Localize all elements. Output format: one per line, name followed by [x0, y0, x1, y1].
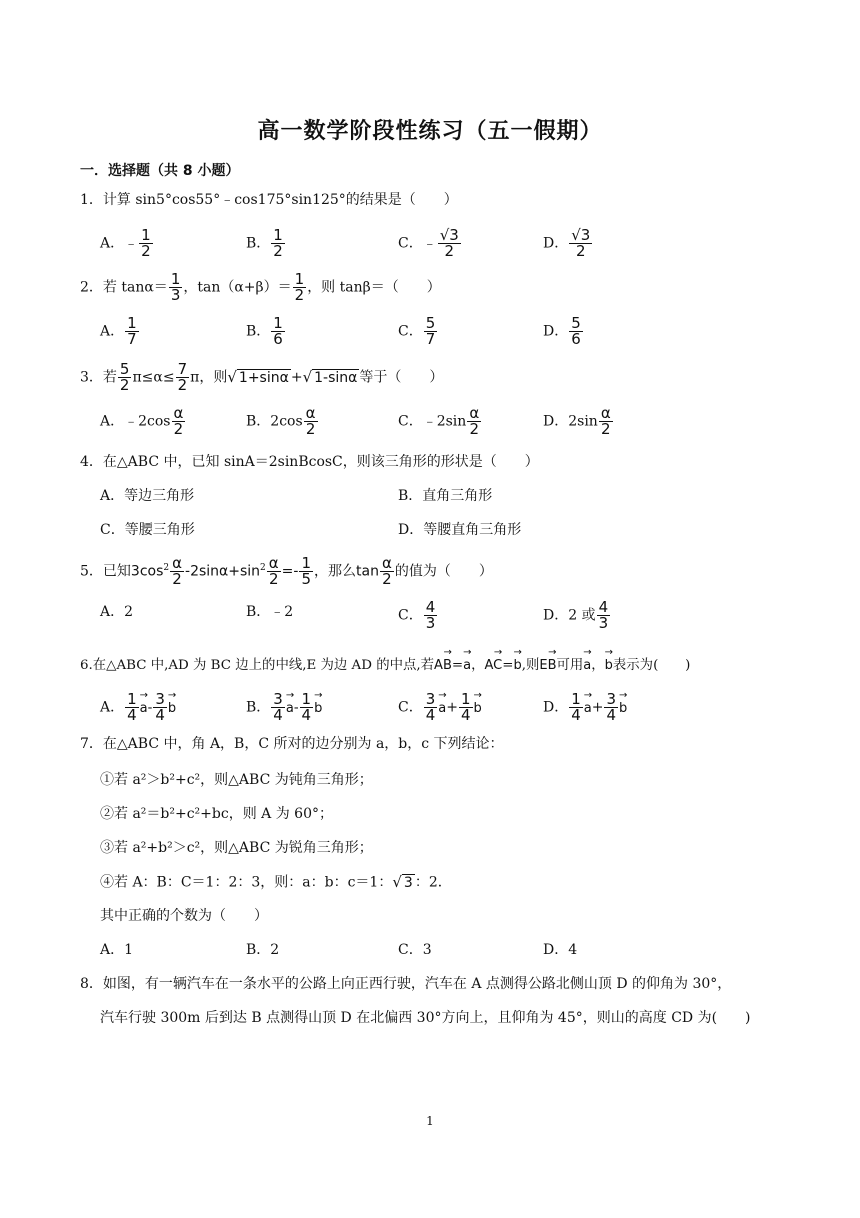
denominator: 2 [294, 286, 305, 304]
fraction [424, 692, 438, 723]
expression-text: ﹣2cos [124, 413, 171, 430]
separator: ， [591, 658, 605, 673]
numerator: α [469, 404, 480, 422]
question-7-statement-3: ③若 a²+b²＞c²，则△ABC 为锐角三角形； [100, 840, 373, 856]
operator: + [446, 699, 458, 716]
fraction [424, 600, 438, 631]
page-number: 1 [426, 1114, 434, 1128]
section-heading: 一．选择题（共 8 小题） [80, 163, 240, 179]
vector-label: a [463, 658, 472, 673]
stem-text: 可用 [556, 658, 584, 673]
question-2-option-c [398, 316, 438, 347]
question-5-option-a: A．2 [100, 604, 134, 620]
option-label: D． [543, 323, 569, 340]
denominator: 2 [599, 421, 613, 437]
denominator: 2 [304, 421, 318, 437]
question-3-option-b [246, 406, 319, 437]
exponent: 2 [260, 562, 266, 573]
fraction [170, 556, 184, 587]
question-2-option-d [543, 316, 584, 347]
numerator: 4 [598, 598, 609, 616]
numerator: 1 [273, 314, 283, 332]
operator: - [147, 699, 153, 716]
option-label: C． [398, 699, 423, 716]
stem-text: ，则 tanβ＝（ ） [307, 279, 441, 296]
denominator: 4 [606, 706, 617, 724]
question-3-option-a [100, 406, 186, 437]
fraction [569, 316, 583, 347]
fraction [424, 316, 438, 347]
stem-text: 表示为( ) [612, 658, 691, 673]
numerator: √3 [571, 226, 591, 244]
fraction [438, 228, 461, 259]
vector-label: AC [484, 658, 503, 673]
stem-text: ④若 A：B：C＝1：2：3，则：a：b：c＝1： [100, 874, 393, 891]
square-root: √ 1-sinα [302, 368, 358, 386]
question-3-option-c [398, 406, 482, 437]
expression-text: -2sinα+sin [185, 563, 261, 580]
question-7-statement-1: ①若 a²＞b²+c²，则△ABC 为钝角三角形； [100, 772, 373, 788]
option-label: D．2 或 [543, 607, 596, 624]
fraction [125, 692, 139, 723]
question-1-option-c [398, 228, 462, 259]
denominator: 4 [155, 706, 165, 724]
option-label: A． [100, 413, 125, 430]
option-label: B． [246, 235, 271, 252]
numerator: 3 [155, 690, 165, 708]
option-label: C． [398, 607, 423, 624]
question-7-option-c: C．3 [398, 942, 432, 958]
question-6-stem [80, 647, 691, 676]
question-6-option-c [398, 689, 482, 724]
operator: - [293, 699, 299, 716]
expression-text: 3cos [130, 563, 164, 580]
numerator: α [381, 554, 392, 572]
numerator: 1 [273, 226, 283, 244]
question-4-stem: 4．在△ABC 中，已知 sinA＝2sinBcosC，则该三角形的形状是（ ） [80, 454, 539, 470]
stem-text: ，那么 [314, 563, 357, 580]
stem-text: π≤α≤ [132, 369, 175, 386]
question-2-option-b [246, 316, 286, 347]
numerator: 1 [127, 314, 137, 332]
fraction [125, 316, 139, 347]
denominator: 3 [425, 614, 436, 632]
numerator: 4 [425, 598, 436, 616]
vector-ab: → AB [434, 647, 452, 673]
denominator: 2 [467, 421, 481, 437]
fraction [176, 362, 190, 393]
radicand: 1+sinα [238, 370, 289, 386]
denominator: 2 [172, 421, 186, 437]
option-label: A． [100, 699, 125, 716]
denominator: 4 [425, 706, 436, 724]
vector-b: → b [604, 647, 614, 673]
radicand: 3 [403, 875, 413, 891]
equals-sign: = [451, 658, 464, 673]
denominator: 2 [141, 242, 151, 260]
fraction [271, 692, 285, 723]
vector-label: AB [434, 658, 452, 673]
fraction [169, 272, 183, 303]
numerator: α [172, 554, 183, 572]
square-root: √ 3 [392, 873, 413, 891]
stem-text: ，tan（α+β）＝ [183, 279, 292, 296]
denominator: 2 [273, 242, 283, 260]
question-3-stem [80, 362, 443, 393]
fraction [459, 692, 473, 723]
vector-a: → a [285, 689, 295, 716]
stem-text: ：2． [414, 874, 452, 891]
vector-label: b [513, 658, 522, 673]
denominator: 2 [177, 376, 188, 394]
denominator: 6 [571, 330, 581, 348]
question-3-option-d [543, 406, 614, 437]
fraction [293, 272, 307, 303]
option-label: C． [398, 235, 423, 252]
denominator: 6 [273, 330, 283, 348]
question-4-option-d: D．等腰直角三角形 [398, 522, 522, 538]
stem-text: 的值为（ ） [394, 563, 493, 580]
numerator: α [268, 554, 279, 572]
option-label: D． [543, 235, 569, 252]
plus-sign: + [290, 369, 303, 386]
question-2-option-a [100, 316, 140, 347]
denominator: 2 [438, 243, 461, 259]
denominator: 7 [425, 330, 436, 348]
denominator: 3 [598, 614, 609, 632]
question-7-stem: 7．在△ABC 中，角 A，B，C 所对的边分别为 a，b，c 下列结论： [80, 736, 504, 752]
fraction [599, 406, 613, 437]
numerator: α [600, 404, 611, 422]
numerator: 1 [460, 690, 471, 708]
denominator: 2 [119, 376, 130, 394]
vector-a: → a [438, 689, 447, 716]
numerator: 5 [119, 360, 130, 378]
fraction [118, 362, 132, 393]
question-5-option-d [543, 600, 611, 631]
option-label: B． [246, 413, 271, 430]
expression-text: tan [356, 563, 379, 580]
vector-label: b [167, 700, 177, 716]
vector-a: → a [583, 689, 593, 716]
minus-sign: ﹣ [124, 235, 139, 252]
stem-text: ,则 [521, 658, 540, 673]
option-label: D． [543, 699, 569, 716]
question-7-statement-4 [100, 872, 452, 893]
question-7-option-d: D．4 [543, 942, 578, 958]
vector-a: → a [139, 689, 149, 716]
stem-text: π，则 [190, 369, 228, 386]
numerator: 1 [301, 690, 312, 708]
numerator: 7 [177, 360, 188, 378]
denominator: 7 [127, 330, 137, 348]
numerator: α [305, 404, 316, 422]
fraction [300, 692, 314, 723]
numerator: α [173, 404, 184, 422]
question-1-option-b [246, 228, 286, 259]
fraction [380, 556, 394, 587]
vector-label: b [604, 658, 613, 673]
numerator: 1 [170, 270, 181, 288]
numerator: 5 [571, 314, 581, 332]
vector-label: EB [539, 658, 557, 673]
option-label: C． [398, 323, 423, 340]
numerator: 5 [425, 314, 436, 332]
numerator: 3 [606, 690, 617, 708]
numerator: 1 [301, 554, 312, 572]
vector-label: a [438, 700, 447, 716]
fraction [467, 406, 481, 437]
fraction [304, 406, 318, 437]
radicand: 1-sinα [314, 370, 358, 386]
numerator: 1 [294, 270, 305, 288]
fraction [172, 406, 186, 437]
vector-label: a [139, 700, 148, 716]
denominator: 3 [170, 286, 181, 304]
vector-label: a [583, 658, 592, 673]
vector-b: → b [473, 689, 482, 716]
option-label: C． [398, 413, 423, 430]
question-5-stem [80, 556, 493, 587]
denominator: 2 [380, 571, 394, 587]
stem-text: 5．已知 [80, 563, 131, 580]
question-6-option-b [246, 689, 323, 724]
numerator: 1 [571, 690, 581, 708]
question-1-stem: 1．计算 sin5°cos55°﹣cos175°sin125°的结果是（ ） [80, 192, 458, 208]
numerator: 3 [425, 690, 436, 708]
vector-label: b [473, 700, 482, 716]
option-label: B． [246, 323, 271, 340]
denominator: 4 [460, 706, 471, 724]
fraction [271, 316, 285, 347]
vector-b: → b [314, 689, 323, 716]
question-5-option-c [398, 600, 438, 631]
vector-b: → b [167, 689, 177, 716]
fraction [267, 556, 281, 587]
separator: ， [471, 658, 485, 673]
vector-label: a [583, 700, 592, 716]
square-root: √ 1+sinα [227, 368, 289, 386]
vector-label: b [619, 700, 628, 716]
question-1-option-a [100, 228, 154, 259]
question-4-option-b: B．直角三角形 [398, 488, 493, 504]
question-8-stem-line-1: 8．如图，有一辆汽车在一条水平的公路上向正西行驶，汽车在 A 点测得公路北侧山顶 D 的仰角为 30°， [80, 976, 732, 992]
denominator: 2 [267, 571, 281, 587]
question-8-stem-line-2: 汽车行驶 300m 后到达 B 点测得山顶 D 在北偏西 30°方向上，且仰角为 45°，则山的高度 CD 为( ) [100, 1010, 751, 1026]
vector-a: → a [463, 647, 472, 673]
question-7-statement-2: ②若 a²＝b²+c²+bc，则 A 为 60°； [100, 806, 333, 822]
question-2-stem [80, 272, 441, 303]
fraction [597, 600, 611, 631]
minus-sign: ﹣ [422, 235, 437, 252]
denominator: 2 [170, 571, 184, 587]
page-title: 高一数学阶段性练习（五一假期） [257, 119, 603, 144]
stem-text: 等于（ ） [359, 369, 444, 386]
stem-text: 2．若 tanα＝ [80, 279, 168, 296]
vector-ac: → AC [484, 647, 503, 673]
question-7-option-a: A．1 [100, 942, 134, 958]
exponent: 2 [163, 562, 170, 573]
question-6-option-d [543, 689, 628, 724]
expression-text: 2cos [270, 413, 303, 430]
numerator: √3 [439, 226, 459, 244]
option-label: B． [246, 699, 271, 716]
equals-sign: = [502, 658, 514, 673]
question-4-option-c: C．等腰三角形 [100, 522, 195, 538]
denominator: 4 [301, 706, 312, 724]
numerator: 1 [141, 226, 151, 244]
fraction [271, 228, 285, 259]
denominator: 4 [571, 706, 581, 724]
denominator: 5 [301, 570, 312, 588]
option-label: A． [100, 235, 125, 252]
expression-text: =- [281, 563, 299, 580]
question-5-option-b: B．﹣2 [246, 604, 294, 620]
vector-a: → a [583, 647, 592, 673]
question-1-option-d [543, 228, 593, 259]
fraction [569, 228, 592, 259]
vector-label: a [285, 700, 294, 716]
operator: + [591, 699, 604, 716]
denominator: 4 [273, 706, 283, 724]
denominator: 2 [569, 243, 592, 259]
fraction [299, 556, 313, 587]
vector-label: b [314, 700, 323, 716]
expression-text: 2sin [568, 413, 598, 430]
vector-b: → b [619, 689, 628, 716]
vector-b: → b [513, 647, 522, 673]
question-7-option-b: B．2 [246, 942, 280, 958]
stem-text: 6.在△ABC 中,AD 为 BC 边上的中线,E 为边 AD 的中点,若 [80, 658, 435, 673]
stem-text: 3．若 [80, 369, 117, 386]
fraction [604, 692, 618, 723]
expression-text: ﹣2sin [422, 413, 467, 430]
numerator: 3 [273, 690, 283, 708]
fraction [139, 228, 153, 259]
fraction [153, 692, 167, 723]
numerator: 1 [127, 690, 137, 708]
question-7-prompt: 其中正确的个数为（ ） [100, 908, 268, 924]
vector-eb: → EB [539, 647, 557, 673]
fraction [569, 692, 583, 723]
question-4-option-a: A．等边三角形 [100, 488, 195, 504]
option-label: A． [100, 323, 125, 340]
question-6-option-a [100, 689, 177, 724]
option-label: D． [543, 413, 569, 430]
denominator: 4 [127, 706, 137, 724]
